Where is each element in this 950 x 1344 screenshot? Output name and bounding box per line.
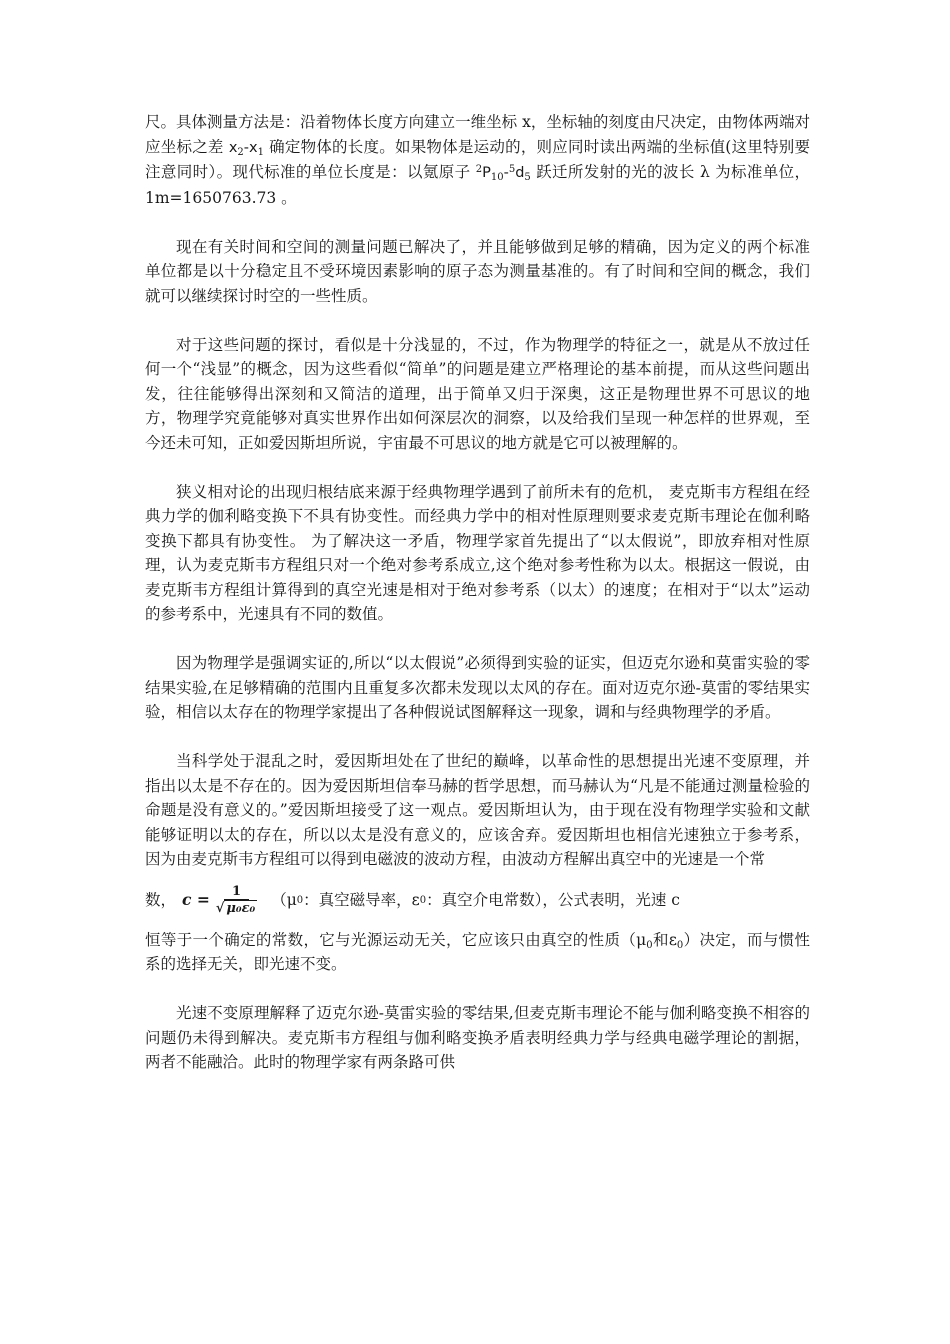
krypton-sup-5: 5: [508, 164, 516, 175]
p6-and-eps: 和ε: [652, 930, 677, 949]
formula-lhs: c =: [182, 890, 210, 910]
p1-text-b: 确定物体的长度。如果物体是运动的，则应同时读出两端的坐标值(这里特别要注意同时）。现代标准的单位长度是：以氪原子: [145, 137, 810, 181]
krypton-dash: -: [503, 165, 509, 181]
paragraph-7: 光速不变原理解释了迈克尔逊-莫雷实验的零结果,但麦克斯韦理论不能与伽利略变换不相容的问题仍未得到解决。麦克斯韦方程组与伽利略变换矛盾表明经典力学与经典电磁学理论的割据，两者不能融洽。此时的物理学家有两条路可供: [145, 1004, 810, 1071]
krypton-d: d: [515, 165, 525, 181]
paragraph-4: 狭义相对论的出现归根结底来源于经典物理学遇到了前所未有的危机， 麦克斯韦方程组在经典力学的伽利略变换下不具有协变性。而经典力学中的相对性原理则要求麦克斯韦理论在伽利略变换下都具有协变性。 为了解决这一矛盾，物理学家首先提出了“以太假说”，即放弃相对性原理，认为麦克斯韦方程组只对一个绝对参考系成立,这个绝对参考性称为以太。根据这一假说，由麦克斯韦方程组计算得到的真空光速是相对于绝对参考系（以太）的速度；在相对于“以太”运动的参考系中，光速具有不同的数值。: [145, 482, 810, 623]
document-body: [145, 110, 810, 1099]
paragraph-5: 因为物理学是强调实证的,所以“以太假说”必须得到实验的证实，但迈克尔逊和莫雷实验的零结果实验,在足够精确的范围内且重复多次都未发现以太风的存在。面对迈克尔逊-莫雷的零结果实验，相信以太存在的物理学家提出了各种假说试图解释这一现象，调和与经典物理学的矛盾。: [145, 654, 810, 721]
krypton-sup-2: 2: [475, 164, 483, 175]
paragraph-6: [145, 749, 810, 977]
formula-radicand: μ₀ε₀: [226, 900, 256, 916]
krypton-p: P: [482, 165, 491, 181]
krypton-p-sub: 10: [490, 172, 504, 183]
p6-mu-sub: 0: [646, 939, 653, 951]
p1-text-c: 跃迁所发射的光的波长 λ 为标准单位，1m=1650763.73 。: [145, 163, 810, 207]
formula-fraction: [216, 884, 257, 918]
formula-denominator: √ μ₀ε₀: [215, 900, 256, 916]
formula-numerator: 1: [224, 884, 249, 900]
speed-of-light-formula: [182, 884, 257, 918]
krypton-d-sub: 5: [524, 172, 531, 183]
coord-x2-sub: 2: [237, 146, 244, 158]
p6-eps-sub: 0: [676, 939, 684, 951]
p1-text-a: 尺。具体测量方法是：沿着物体长度方向建立一维坐标 x，坐标轴的刻度由尺决定，由物体两端对应坐标之差: [145, 113, 810, 156]
p6-text-tail: [145, 928, 810, 977]
paragraph-2: 现在有关时间和空间的测量问题已解决了，并且能够做到足够的精确，因为定义的两个标准单位都是以十分稳定且不受环境因素影响的原子态为测量基准的。有了时间和空间的概念，我们就可以继续探讨时空的一些性质。: [145, 237, 810, 305]
p6-text-b: 恒等于一个确定的常数，它与光源运动无关，它应该只由真空的性质（μ: [145, 930, 647, 949]
coord-x1-sub: 1: [257, 146, 264, 158]
formula-line: 数， c = $\frac{1}{\text{√ μ₀ε₀}}$ （μ 0 ：真空磁导率，ε 0 ：真空介电常数），公式表明，光速 c: [145, 883, 680, 916]
p6-text-shu: 数，: [145, 891, 177, 910]
mu-description: ：真空磁导率，ε: [303, 891, 420, 910]
eps-description: ：真空介电常数），公式表明，光速 c: [426, 891, 680, 910]
coord-x1: -x: [243, 139, 258, 156]
mu-symbol: （μ: [271, 891, 297, 910]
p6-text-c: ）决定，而与惯性系的选择无关，即光速不变。: [145, 930, 811, 973]
paragraph-3: 对于这些问题的探讨，看似是十分浅显的，不过，作为物理学的特征之一，就是从不放过任何一个“浅显”的概念，因为这些看似“简单”的问题是建立严格理论的基本前提，而从这些问题出发，往往能够得出深刻和又简洁的道理，出于简单又归于深奥，这正是物理世界不可思议的地方，物理学究竟能够对真实世界作出如何深层次的洞察，以及给我们呈现一种怎样的世界观，至今还未可知，正如爱因斯坦所说，宇宙最不可思议的地方就是它可以被理解的。: [145, 335, 810, 452]
coord-x2: x: [228, 139, 238, 156]
paragraph-1: [145, 110, 810, 210]
p6-text-a: 当科学处于混乱之时，爱因斯坦处在了世纪的巅峰，以革命性的思想提出光速不变原理，并指出以太是不存在的。因为爱因斯坦信奉马赫的哲学思想，而马赫认为“凡是不能通过测量检验的命题是没有意义的。”爱因斯坦接受了这一观点。爱因斯坦认为，由于现在没有物理学实验和文献能够证明以太的存在，所以以太是没有意义的，应该舍弃。爱因斯坦也相信光速独立于参考系，因为由麦克斯韦方程组可以得到电磁波的波动方程，由波动方程解出真空中的光速是一个常: [145, 752, 810, 868]
